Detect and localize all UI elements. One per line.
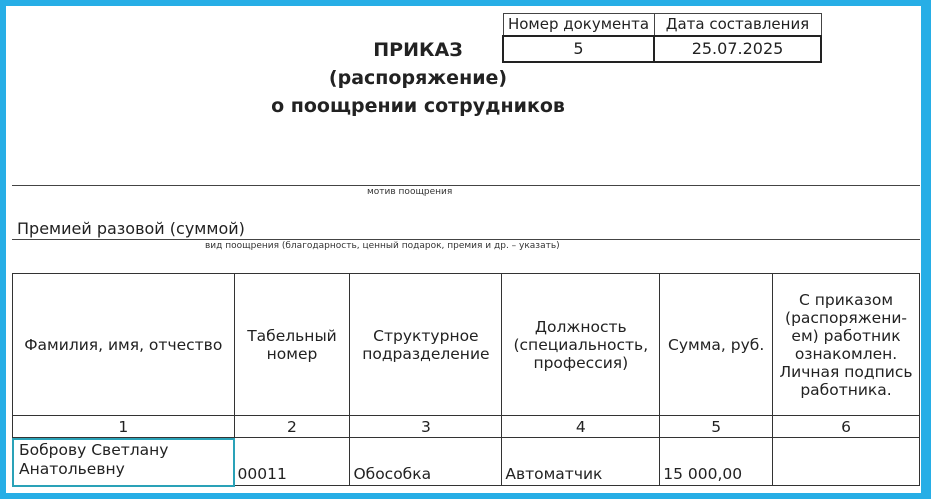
cell-full-name[interactable]: [13, 438, 235, 486]
header-tab-number: Табельный номер: [234, 274, 350, 416]
title-order: ПРИКАЗ: [373, 39, 463, 61]
cell-department[interactable]: Обособка: [350, 438, 502, 486]
column-number-5: 5: [660, 416, 773, 438]
title-purpose: о поощрении сотрудников: [271, 95, 565, 117]
column-number-4: 4: [502, 416, 660, 438]
header-department: Структурное подразделение: [350, 274, 502, 416]
cell-signature[interactable]: [773, 438, 920, 486]
column-number-2: 2: [234, 416, 350, 438]
document-number-cell[interactable]: 5: [503, 36, 654, 62]
cell-tab-number[interactable]: 00011: [234, 438, 350, 486]
header-signature: С приказом (распоряжени-ем) работник ознакомлен. Личная подпись работника.: [773, 274, 920, 416]
column-number-1: 1: [13, 416, 235, 438]
table-row: [13, 438, 920, 486]
employees-table: [12, 273, 920, 486]
reward-field[interactable]: Премией разовой (суммой): [17, 219, 245, 238]
header-position: Должность (специальность, профессия): [502, 274, 660, 416]
motive-underline: [12, 185, 920, 186]
column-number-6: 6: [773, 416, 920, 438]
document-date-cell[interactable]: 25.07.2025: [654, 36, 821, 62]
title-subtitle: (распоряжение): [328, 67, 508, 89]
column-number-3: 3: [350, 416, 502, 438]
cell-amount[interactable]: 15 000,00: [660, 438, 773, 486]
header-amount: Сумма, руб.: [660, 274, 773, 416]
cell-position[interactable]: Автоматчик: [502, 438, 660, 486]
reward-caption: вид поощрения (благодарность, ценный подарок, премия и др. – указать): [205, 241, 560, 251]
full-name-value: Боброву Светлану Анатольевну: [19, 441, 169, 478]
document-number-header: Номер документа: [503, 14, 654, 37]
reward-underline: [12, 239, 920, 240]
header-full-name: Фамилия, имя, отчество: [13, 274, 235, 416]
motive-caption: мотив поощрения: [367, 187, 453, 197]
document-date-header: Дата составления: [654, 14, 821, 37]
